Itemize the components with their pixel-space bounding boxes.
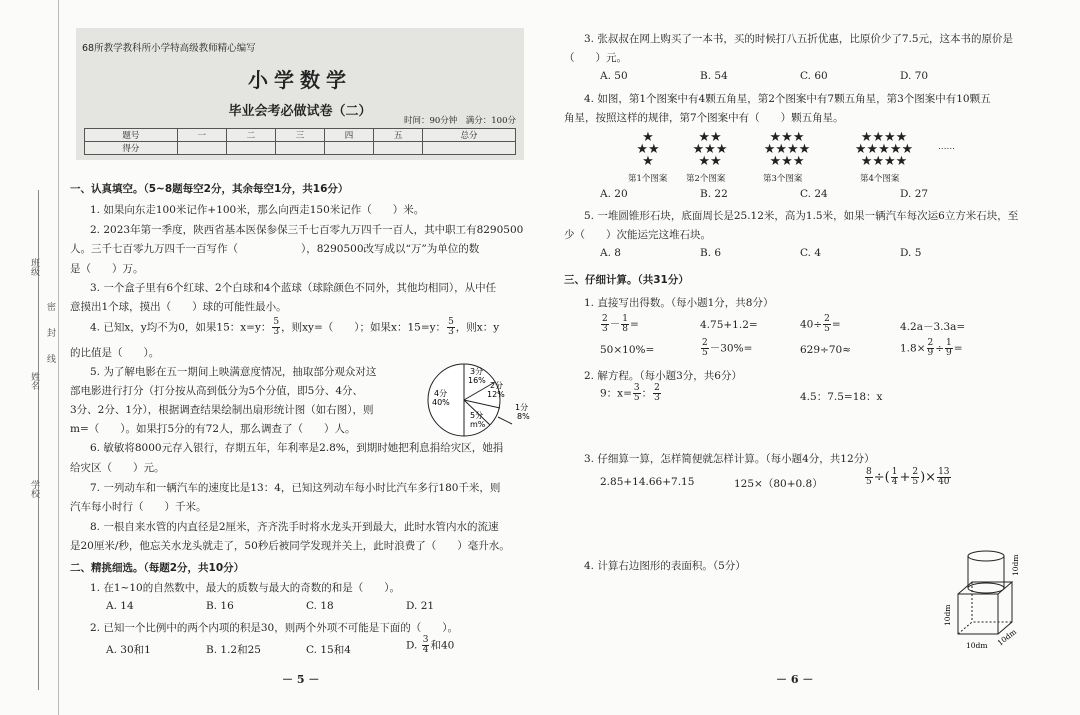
calc-4-title: 4. 计算右边图形的表面积。（5分）: [584, 560, 746, 572]
cylinder-top: [968, 551, 1004, 561]
denominator: 3: [448, 327, 454, 337]
fraction: [272, 318, 280, 337]
denominator: 3: [654, 393, 660, 403]
expr-text: 40÷: [800, 318, 823, 331]
q2-line2: 人。三千七百零九万四千一百写作（ ），8290500改写成以“万”为单位的数: [70, 243, 480, 255]
star-pattern-4: ★★★★ ★★★★★ ★★★★: [854, 130, 914, 169]
numerator: 1: [622, 314, 628, 324]
dim-label-height: 10dm: [1011, 554, 1020, 576]
name-label: 姓名: [29, 372, 39, 390]
operator: －: [609, 318, 621, 331]
q1: 1. 如果向东走100米记作+100米，那么向西走150米记作（ ）米。: [90, 204, 425, 216]
numerator: 2: [602, 314, 608, 324]
score-table: [84, 128, 516, 155]
pie-leader: [498, 417, 512, 424]
pie-label-2: [487, 380, 505, 399]
option-text: 和40: [430, 639, 455, 652]
calc-1-item-1: [600, 315, 639, 334]
simplify-2: 125×（80+0.8）: [734, 478, 823, 490]
section-1-title: 一、认真填空。（5~8题每空2分，其余每空1分，共16分）: [70, 183, 349, 195]
choice-2-option-d[interactable]: [406, 636, 454, 655]
fraction: [701, 339, 709, 358]
choice-3-option-c[interactable]: C. 60: [800, 70, 828, 82]
score-cell[interactable]: [226, 142, 275, 155]
q3-line2: 意摸出1个球，摸出（ ）球的可能性最小。: [70, 301, 287, 313]
numerator: 5: [448, 317, 454, 327]
section-3-title: 三、仔细计算。（共31分）: [564, 274, 689, 286]
fraction: [422, 636, 430, 655]
choice-1-option-d[interactable]: D. 21: [406, 600, 435, 612]
caption-1: 第1个图案: [628, 174, 668, 184]
fraction: [911, 468, 919, 487]
numerator: 2: [824, 314, 830, 324]
q7-line2: 汽车每小时行（ ）千米。: [70, 501, 207, 513]
pie-label-3: [468, 366, 486, 385]
pie-label-line: 16%: [468, 376, 486, 385]
pie-label-line: m%: [470, 420, 486, 429]
numerator: 3: [422, 635, 429, 645]
pie-label-line: 3分: [470, 367, 484, 376]
choice-2: 2. 已知一个比例中的两个内项的积是30，则两个外项不可能是下面的（ ）。: [90, 622, 458, 634]
star-pattern-2: ★★ ★★★ ★★: [692, 130, 728, 169]
denominator: 5: [912, 477, 919, 487]
q5-line1: 5. 为了解电影在五一期间上映满意度情况，抽取部分观众对这: [90, 366, 377, 378]
fraction: [823, 315, 831, 334]
main-title: 小学数学: [248, 68, 352, 92]
choice-3-line2: （ ）元。: [564, 52, 627, 64]
q7-line1: 7. 一列动车和一辆汽车的速度比是13：4，已知这列动车每小时比汽车多行180千米，则: [90, 482, 501, 494]
header-publisher: 68所教学教科所小学特高级教师精心编写: [82, 43, 256, 54]
cube-hidden-edge: [958, 622, 1012, 634]
equation-2: 4.5：7.5=18：x: [800, 391, 883, 403]
calc-1-item-8: [900, 339, 963, 358]
q8-line1: 8. 一根自来水管的内直径是2厘米，齐齐洗手时将水龙头开到最大，此时水管内水的流速: [90, 521, 499, 533]
simplify-1: 2.85+14.66+7.15: [600, 476, 695, 488]
calc-1-item-4: 4.2a－3.3a=: [900, 321, 966, 333]
fraction: [945, 339, 953, 358]
score-value-row: [85, 142, 516, 155]
choice-3-option-b[interactable]: B. 54: [700, 70, 728, 82]
q4-line1: [90, 318, 499, 337]
choice-5-option-a[interactable]: A. 8: [600, 247, 621, 259]
q5-line4: m=（ ）。如果打5分的有72人，那么调查了（ ）人。: [70, 423, 356, 435]
denominator: 5: [633, 393, 640, 403]
seal-char-xian: 线: [45, 354, 55, 363]
calc-1-item-3: [800, 315, 841, 334]
score-header-row: [85, 129, 516, 142]
numerator: 13: [938, 467, 950, 477]
choice-1: 1. 在1~10的自然数中，最大的质数与最大的奇数的和是（ ）。: [90, 582, 400, 594]
fraction: [621, 315, 629, 334]
exam-header: [76, 28, 524, 160]
denominator: 4: [422, 645, 429, 655]
numerator: 2: [702, 338, 708, 348]
numerator: 5: [273, 317, 280, 327]
choice-3-line1: 3. 张叔叔在网上购买了一本书，买的时候打八五折优惠，比原价少了7.5元，这本书的原价是: [584, 33, 1014, 45]
pie-label-line: 4分: [434, 389, 448, 398]
fraction: [865, 468, 873, 487]
choice-1-option-a[interactable]: A. 14: [106, 600, 134, 612]
calc-3-title: 3. 仔细算一算，怎样简便就怎样计算。（每小题4分，共12分）: [584, 453, 875, 465]
page-number-5: － 5 －: [282, 673, 320, 686]
choice-4-line2: 角星，按照这样的规律，第7个图案中有（ ）颗五角星。: [564, 112, 844, 124]
operator: ×: [925, 470, 937, 485]
choice-5-line1: 5. 一堆圆锥形石块，底面周长是25.12米，高为1.5米，如果一辆汽车每次运6立方米石块，至: [584, 210, 1019, 222]
score-cell[interactable]: [177, 142, 226, 155]
star-pattern-3: ★★★ ★★★★ ★★★: [763, 130, 811, 169]
pie-chart: [420, 360, 538, 450]
numerator: 1: [946, 338, 952, 348]
choice-4-option-a[interactable]: A. 20: [600, 188, 628, 200]
choice-1-option-c[interactable]: C. 18: [306, 600, 334, 612]
numerator: 2: [912, 467, 919, 477]
denominator: 9: [927, 348, 934, 358]
q3-line1: 3. 一个盒子里有6个红球、2个白球和4个蓝球（球除颜色不同外，其他均相同），从中任: [90, 282, 497, 294]
numerator: 2: [927, 338, 934, 348]
operator: =: [629, 318, 639, 331]
choice-4-line1: 4. 如图，第1个图案中有4颗五角星，第2个图案中有7颗五角星，第3个图案中有10颗五: [584, 93, 991, 105]
choice-1-option-b[interactable]: B. 16: [206, 600, 234, 612]
q4-text-c: ，则x：y: [455, 321, 500, 334]
solid-figure: [936, 550, 1030, 660]
choice-2-option-b[interactable]: B. 1.2和25: [206, 644, 261, 656]
dim-label-depth: 10dm: [995, 627, 1019, 648]
fraction: [601, 315, 609, 334]
cube-front-face: [958, 594, 998, 634]
denominator: 5: [702, 348, 708, 358]
q6-line1: 6. 敏敏将8000元存入银行，存期五年，年利率是2.8%，到期时她把利息捐给灾区，她捐: [90, 442, 504, 454]
q4-text-b: ，则xy=（ ）；如果x：15=y：: [281, 321, 447, 334]
choice-3-option-d[interactable]: D. 70: [900, 70, 929, 82]
star-pattern-1: ★ ★★ ★: [636, 130, 660, 169]
score-cell: 三: [275, 129, 324, 142]
cylinder-base: [968, 583, 1004, 593]
score-cell: 总分: [423, 129, 516, 142]
binding-strip: [0, 0, 59, 715]
denominator: 40: [938, 477, 950, 487]
numerator: 3: [633, 383, 640, 393]
fraction: [891, 468, 899, 487]
caption-4: 第4个图案: [860, 174, 900, 184]
calc-1-item-7: 629÷70≈: [800, 344, 851, 356]
choice-3-option-a[interactable]: A. 50: [600, 70, 628, 82]
q4-line2: 的比值是（ ）。: [70, 347, 160, 359]
numerator: 2: [654, 383, 660, 393]
calc-1-item-6: [700, 339, 752, 358]
choice-4-option-d[interactable]: D. 27: [900, 188, 929, 200]
score-cell[interactable]: [374, 142, 423, 155]
fraction: [937, 468, 950, 487]
page-number-6: － 6 －: [776, 673, 814, 686]
operator: =: [953, 342, 963, 355]
pie-label-line: 1分: [515, 403, 529, 412]
ellipsis: ……: [938, 142, 955, 152]
score-cell[interactable]: [275, 142, 324, 155]
denominator: 5: [824, 324, 830, 334]
operator: +: [899, 470, 911, 485]
denominator: 5: [866, 477, 872, 487]
choice-5-option-b[interactable]: B. 6: [700, 247, 722, 259]
choice-4-option-b[interactable]: B. 22: [700, 188, 728, 200]
fraction: [447, 318, 455, 337]
choice-5-option-c[interactable]: C. 4: [800, 247, 822, 259]
exam-title: 毕业会考必做试卷（二）: [228, 104, 372, 119]
choice-5-line2: 少（ ）次能运完这堆石块。: [564, 229, 711, 241]
school-label: 学校: [29, 480, 39, 498]
seal-char-feng: 封: [45, 328, 55, 337]
q2-line3: 是（ ）万。: [70, 263, 144, 275]
fraction: [653, 384, 661, 403]
caption-3: 第3个图案: [763, 174, 803, 184]
calc-1-item-5: 50×10%=: [600, 344, 655, 356]
score-cell: 二: [226, 129, 275, 142]
expr-text: 9：x=: [600, 387, 632, 400]
equation-1: [600, 384, 662, 403]
pie-label-line: 40%: [432, 398, 450, 407]
seal-char-mi: 密: [45, 302, 55, 311]
q2-line1: 2. 2023年第一季度，陕西省基本医保参保三千七百零九万四千一百人，其中职工有8290500: [90, 224, 524, 236]
q5-line3: 3分、2分、1分），根据调查结果绘制出扇形统计图（如右图），则: [70, 404, 374, 416]
denominator: 3: [273, 327, 280, 337]
dim-label-cube-height: 10dm: [943, 604, 952, 626]
denominator: 8: [622, 324, 628, 334]
q4-text-a: 4. 已知x，y均不为0，如果15：x=y：: [90, 321, 272, 334]
calc-1-item-2: 4.75+1.2=: [700, 319, 758, 331]
option-letter: D.: [406, 639, 418, 652]
pie-label-line: 8%: [517, 412, 530, 421]
numerator: 8: [866, 467, 872, 477]
score-cell: 五: [374, 129, 423, 142]
cube-side-edge: [998, 582, 1012, 634]
class-label: 班级: [29, 258, 39, 276]
operator: ：: [641, 387, 653, 400]
calc-2-title: 2. 解方程。（每小题3分，共6分）: [584, 370, 742, 382]
fraction: [633, 384, 641, 403]
choice-2-option-a[interactable]: A. 30和1: [106, 644, 151, 656]
section-2-title: 二、精挑细选。（每题2分，共10分）: [70, 562, 245, 574]
score-cell: 得分: [85, 142, 178, 155]
calc-1-title: 1. 直接写出得数。（每小题1分，共8分）: [584, 297, 774, 309]
operator: =: [831, 318, 841, 331]
expr-text: －30%=: [709, 342, 753, 355]
denominator: 4: [891, 477, 898, 487]
score-cell[interactable]: [325, 142, 374, 155]
q5-line2: 部电影进行打分（打分按从高到低分为5个分值，即5分、4分、: [70, 385, 364, 397]
denominator: 9: [946, 348, 952, 358]
score-cell[interactable]: [423, 142, 516, 155]
q6-line2: 给灾区（ ）元。: [70, 462, 165, 474]
q8-line2: 是20厘米/秒，他忘关水龙头就走了，50秒后被同学发现并关上，此时浪费了（ ）毫升水。: [70, 540, 510, 552]
pie-label-1: [515, 402, 530, 421]
exam-meta: 时间：90分钟 满分：100分: [403, 116, 516, 126]
pie-label-line: 12%: [487, 390, 505, 399]
operator: ÷: [873, 470, 885, 485]
choice-2-option-c[interactable]: C. 15和4: [306, 644, 351, 656]
expr-text: 1.8×: [900, 342, 926, 355]
pie-label-line: 2分: [490, 381, 504, 390]
pie-label-line: 5分: [470, 411, 484, 420]
choice-4-option-c[interactable]: C. 24: [800, 188, 828, 200]
operator: ÷: [935, 342, 945, 355]
caption-2: 第2个图案: [686, 174, 726, 184]
denominator: 3: [602, 324, 608, 334]
choice-5-option-d[interactable]: D. 5: [900, 247, 922, 259]
numerator: 1: [891, 467, 898, 477]
score-cell: 题号: [85, 129, 178, 142]
dim-label-width: 10dm: [966, 641, 988, 650]
score-cell: 一: [177, 129, 226, 142]
fraction: [927, 339, 935, 358]
simplify-3: $\frac{8}{5}$ ÷( $\frac{1}{4}$ + $\frac{2}{5}$ )× $\frac{13}{40}$: [866, 467, 950, 487]
score-cell: 四: [325, 129, 374, 142]
